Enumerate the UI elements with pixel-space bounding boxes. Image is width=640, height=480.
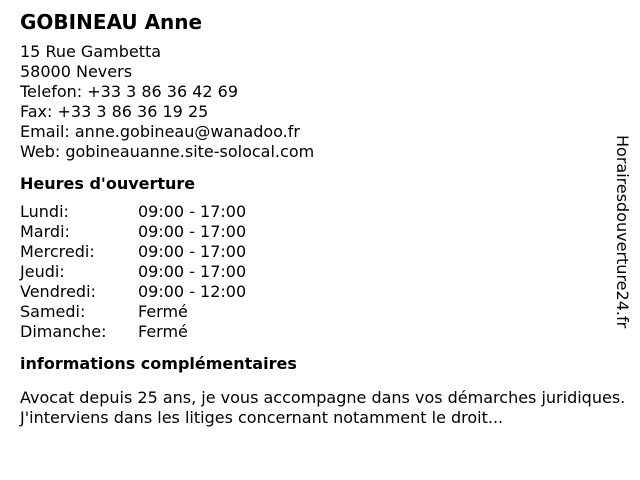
description-paragraph-2: J'interviens dans les litiges concernant notamment le droit... (20, 408, 504, 427)
additional-info-text (20, 388, 632, 428)
day-hours: 09:00 - 17:00 (138, 242, 247, 261)
day-label: Dimanche: (20, 322, 107, 341)
additional-info-title: informations complémentaires (20, 354, 297, 373)
day-hours: 09:00 - 17:00 (138, 262, 247, 281)
site-watermark: Horairesdouverture24.fr (613, 135, 632, 329)
day-hours: 09:00 - 12:00 (138, 282, 247, 301)
business-name: GOBINEAU Anne (20, 10, 203, 34)
contact-details (20, 42, 620, 162)
phone-number[interactable]: Telefon: +33 3 86 36 42 69 (20, 82, 239, 101)
hours-row-tuesday (20, 222, 620, 242)
day-label: Mardi: (20, 222, 70, 241)
hours-row-saturday (20, 302, 620, 322)
opening-hours-list (20, 202, 620, 342)
day-label: Vendredi: (20, 282, 96, 301)
day-label: Lundi: (20, 202, 69, 221)
day-label: Mercredi: (20, 242, 95, 261)
email-address[interactable]: Email: anne.gobineau@wanadoo.fr (20, 122, 300, 141)
day-hours: 09:00 - 17:00 (138, 202, 247, 221)
hours-row-wednesday (20, 242, 620, 262)
address-city: 58000 Nevers (20, 62, 133, 81)
fax-number: Fax: +33 3 86 36 19 25 (20, 102, 209, 121)
description-paragraph: Avocat depuis 25 ans, je vous accompagne dans vos démarches juridiques. (20, 388, 626, 407)
hours-row-thursday (20, 262, 620, 282)
opening-hours-title: Heures d'ouverture (20, 174, 196, 193)
address-street: 15 Rue Gambetta (20, 42, 162, 61)
day-hours: Fermé (138, 302, 188, 321)
day-hours: Fermé (138, 322, 188, 341)
day-hours: 09:00 - 17:00 (138, 222, 247, 241)
day-label: Samedi: (20, 302, 86, 321)
hours-row-sunday (20, 322, 620, 342)
website-link[interactable]: Web: gobineauanne.site-solocal.com (20, 142, 315, 161)
hours-row-monday (20, 202, 620, 222)
hours-row-friday (20, 282, 620, 302)
day-label: Jeudi: (20, 262, 65, 281)
